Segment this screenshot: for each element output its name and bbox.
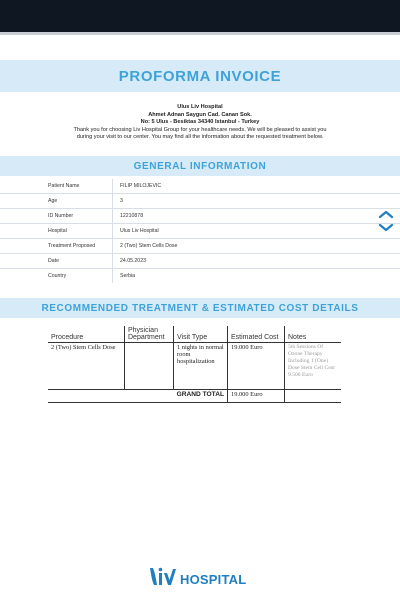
cell-procedure: 2 (Two) Stem Cells Dose	[48, 343, 125, 390]
general-info-title: GENERAL INFORMATION	[133, 160, 267, 172]
intro-text-line2: during your visit to our center. You may find all the information about the requested treatment below.	[76, 134, 324, 141]
info-divider	[112, 224, 113, 238]
info-label: Patient Name	[48, 183, 80, 189]
info-divider	[112, 179, 113, 193]
col-estimated-cost: Estimated Cost	[228, 326, 285, 343]
info-value: FILIP MILOJEVIC	[120, 183, 162, 189]
liv-hospital-logo	[148, 562, 246, 588]
info-row-country	[0, 269, 400, 283]
logo-text: HOSPITAL	[180, 572, 247, 587]
hospital-name: Ulus Liv Hospital	[177, 104, 223, 110]
info-row-treatment	[0, 239, 400, 254]
info-divider	[112, 209, 113, 223]
treatment-band	[0, 298, 400, 318]
info-row-patient-name	[0, 179, 400, 194]
treatment-title: RECOMMENDED TREATMENT & ESTIMATED COST DETAILS	[41, 302, 359, 314]
scroll-controls[interactable]	[372, 206, 400, 236]
info-label: Treatment Proposed	[48, 243, 96, 249]
info-value: Serbia	[120, 273, 135, 279]
cell-visit-type: 1 nights in normal room hospitalization	[174, 343, 228, 390]
info-label: Country	[48, 273, 67, 279]
info-divider	[112, 194, 113, 208]
info-row-date	[0, 254, 400, 269]
col-notes: Notes	[285, 326, 342, 343]
general-info-band	[0, 156, 400, 176]
info-divider	[112, 254, 113, 268]
liv-logo-mark	[148, 564, 178, 588]
top-bar-divider	[0, 32, 400, 35]
hospital-info	[0, 104, 400, 142]
info-label: ID Number	[48, 213, 74, 219]
info-value: 2 (Two) Stem Cells Dose	[120, 243, 178, 249]
table-row	[48, 343, 341, 390]
info-value: 12210878	[120, 213, 144, 219]
cost-table-header	[48, 326, 341, 343]
info-value: 24.05.2023	[120, 258, 146, 264]
hospital-address-line2: No: 5 Ulus - Besiktas 34340 Istanbul - Turkey	[140, 119, 260, 126]
grand-total-row	[48, 390, 341, 403]
col-procedure: Procedure	[48, 326, 125, 343]
info-divider	[112, 269, 113, 283]
chevron-down-icon[interactable]	[380, 225, 392, 230]
top-bar	[0, 0, 400, 32]
info-label: Age	[48, 198, 58, 204]
info-label: Hospital	[48, 228, 67, 234]
intro-text-line1: Thank you for choosing Liv Hospital Group for your healthcare needs. We will be pleased to assist you	[73, 126, 327, 133]
grand-total-empty	[285, 390, 342, 403]
info-label: Date	[48, 258, 59, 264]
grand-total-label: GRAND TOTAL	[48, 390, 228, 403]
cell-cost: 19.000 Euro	[228, 343, 285, 390]
info-value: Ulus Liv Hospital	[120, 228, 159, 234]
cell-department	[125, 343, 174, 390]
invoice-title: PROFORMA INVOICE	[118, 67, 282, 85]
cell-notes: 5th Sessions Of Ozone Therapy Including 1 (One) Dose Stem Cell Cost 9.500 Euro	[285, 343, 342, 390]
hospital-address-line1: Ahmet Adnan Saygun Cad. Canan Sok.	[148, 111, 252, 118]
col-department: Physician Department	[125, 326, 174, 343]
cost-table	[48, 326, 341, 403]
info-row-id-number	[0, 209, 400, 224]
info-row-hospital	[0, 224, 400, 239]
info-value: 3	[120, 198, 123, 204]
info-row-age	[0, 194, 400, 209]
col-visit-type: Visit Type	[174, 326, 228, 343]
grand-total-value: 19.000 Euro	[228, 390, 285, 403]
invoice-title-band	[0, 60, 400, 92]
chevron-up-icon[interactable]	[380, 212, 392, 217]
info-divider	[112, 239, 113, 253]
